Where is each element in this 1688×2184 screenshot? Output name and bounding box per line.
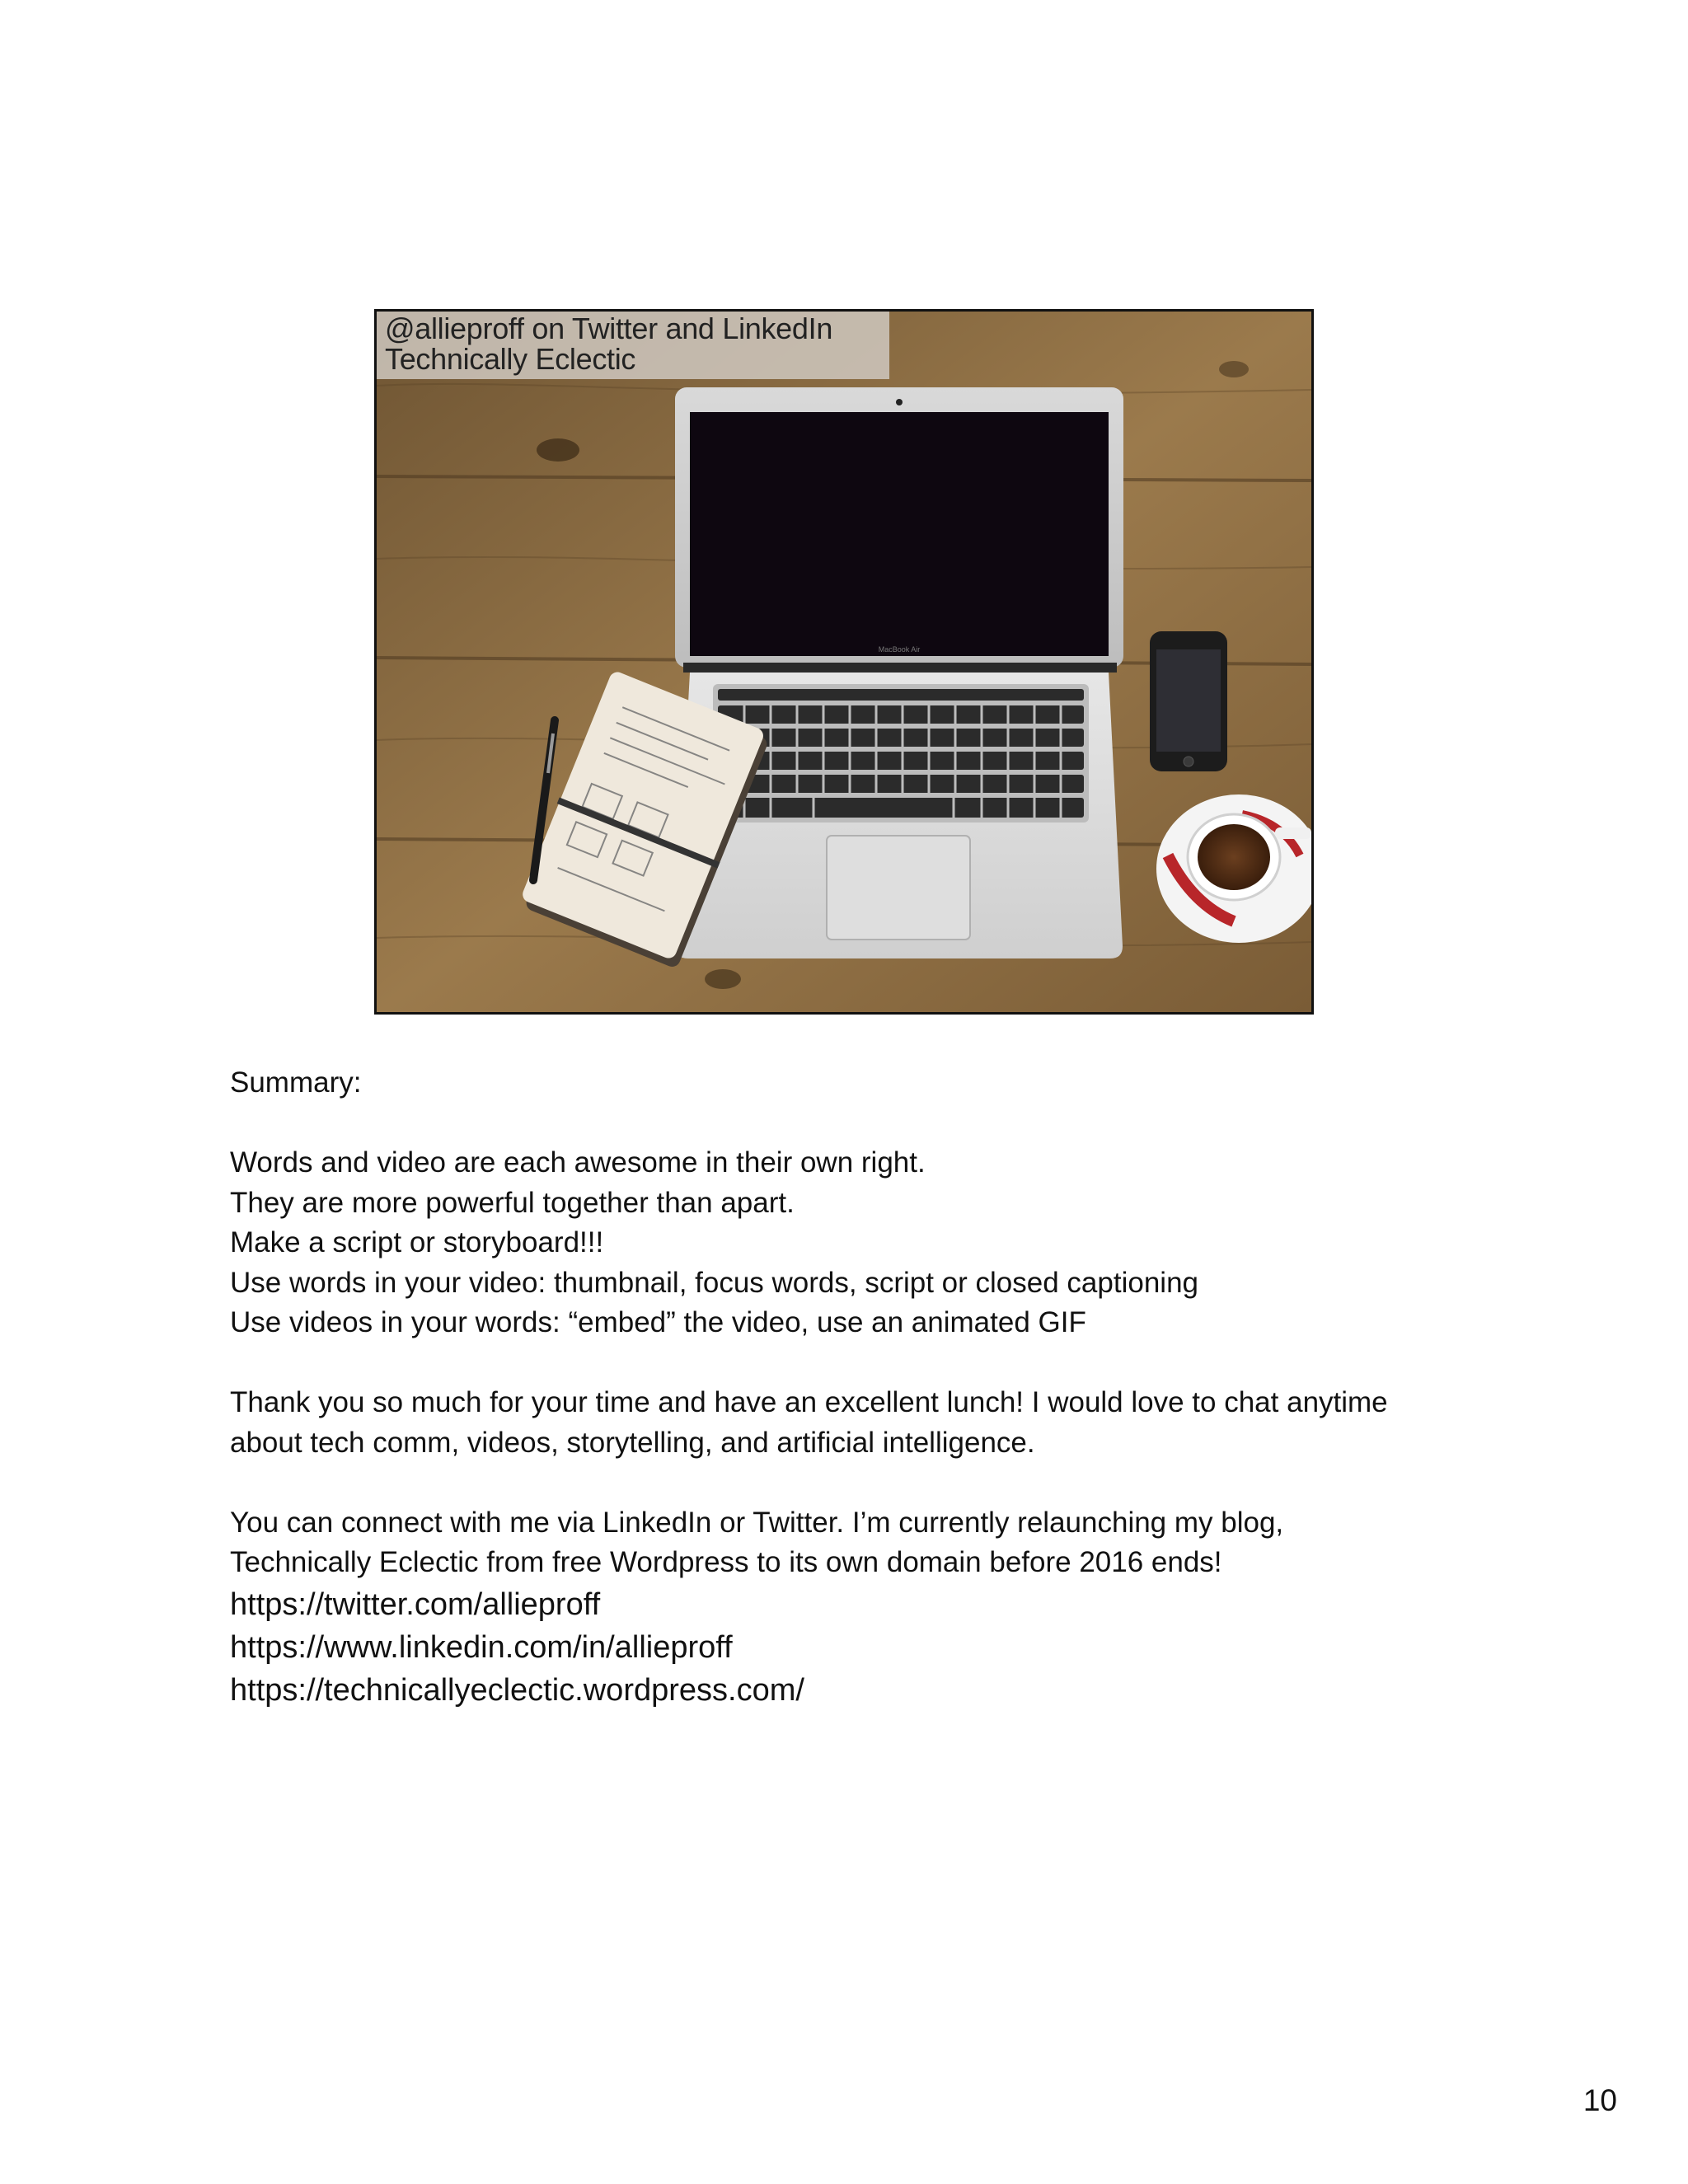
slide-caption	[377, 312, 889, 379]
thanks-line: about tech comm, videos, storytelling, and artificial intelligence.	[230, 1426, 1035, 1459]
summary-point: They are more powerful together than apart.	[230, 1186, 795, 1219]
connect-line: You can connect with me via LinkedIn or Twitter. I’m currently relaunching my blog,	[230, 1506, 1284, 1539]
summary-point: Use words in your video: thumbnail, focus words, script or closed captioning	[230, 1266, 1198, 1299]
wood-knot	[537, 438, 579, 462]
page-number: 10	[1582, 2083, 1617, 2117]
slide-caption-line2: Technically Eclectic	[385, 342, 636, 376]
phone	[1150, 631, 1227, 771]
laptop-badge: MacBook Air	[878, 645, 921, 654]
twitter-link[interactable]: https://twitter.com/allieproff	[230, 1586, 601, 1622]
laptop-screen	[690, 412, 1109, 656]
notes-text	[230, 1063, 1565, 1712]
thanks-line: Thank you so much for your time and have an excellent lunch! I would love to chat anytime	[230, 1386, 1388, 1418]
trackpad	[827, 836, 970, 940]
slide-caption-line1: @allieproff on Twitter and LinkedIn	[385, 312, 833, 345]
connect-line: Technically Eclectic from free Wordpress to its own domain before 2016 ends!	[230, 1546, 1222, 1578]
summary-point: Words and video are each awesome in their own right.	[230, 1146, 926, 1179]
laptop	[675, 387, 1123, 958]
linkedin-link[interactable]: https://www.linkedin.com/in/allieproff	[230, 1629, 733, 1665]
summary-heading: Summary:	[230, 1066, 362, 1099]
summary-point: Make a script or storyboard!!!	[230, 1226, 604, 1258]
slide-image	[374, 309, 1314, 1015]
desk-photo	[377, 312, 1311, 1012]
blog-link[interactable]: https://technicallyeclectic.wordpress.com/	[230, 1672, 804, 1708]
summary-point: Use videos in your words: “embed” the video, use an animated GIF	[230, 1306, 1086, 1338]
keyboard	[718, 689, 1084, 818]
